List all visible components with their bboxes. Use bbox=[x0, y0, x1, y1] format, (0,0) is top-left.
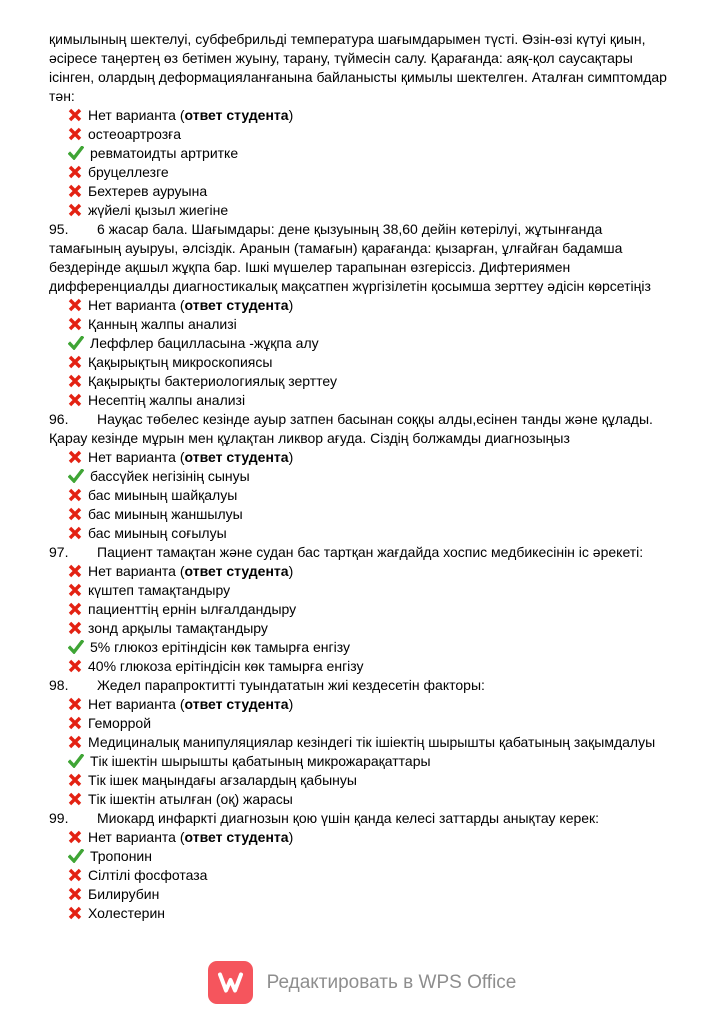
answer-option bbox=[49, 524, 678, 543]
answer-option bbox=[49, 182, 678, 201]
cross-icon bbox=[68, 448, 82, 467]
question-text bbox=[49, 543, 678, 562]
option-text: 40% глюкоза ерітіндісін көк тамырға енгізу bbox=[88, 658, 364, 674]
cross-icon bbox=[68, 714, 82, 733]
answer-option bbox=[49, 714, 678, 733]
cross-icon bbox=[68, 619, 82, 638]
answer-option bbox=[49, 581, 678, 600]
cross-icon bbox=[68, 828, 82, 847]
question-number: 99. bbox=[49, 810, 69, 826]
answer-option bbox=[49, 486, 678, 505]
option-text: Сілтілі фосфотаза bbox=[88, 867, 208, 883]
cross-icon bbox=[68, 771, 82, 790]
answer-option bbox=[49, 866, 678, 885]
check-icon bbox=[68, 638, 84, 657]
answer-option bbox=[49, 353, 678, 372]
answer-option bbox=[49, 467, 678, 486]
cross-icon bbox=[68, 733, 82, 752]
question-text bbox=[49, 220, 678, 296]
option-text: Медициналық манипуляциялар кезіндегі тік ішіектің шырышты қабатының зақымдалуы bbox=[88, 734, 656, 750]
question-text bbox=[49, 410, 678, 448]
question-number: 95. bbox=[49, 221, 69, 237]
question-body: қимылының шектелуі, субфебрильді температура шағымдарымен түсті. Өзін-өзі күтуі қиын, әсіресе таңертең өз бетімен жуыну, тарану, түймесін салу. Қарағанда: аяқ-қол саусақтары ісінген, олардың деформацияланғанына байланысты қимылы шектелген. Аталған симптомдар тән: bbox=[49, 31, 667, 104]
cross-icon bbox=[68, 505, 82, 524]
cross-icon bbox=[68, 353, 82, 372]
option-text: зонд арқылы тамақтандыру bbox=[88, 620, 268, 636]
cross-icon bbox=[68, 201, 82, 220]
check-icon bbox=[68, 752, 84, 771]
option-text: Тік ішектін шырышты қабатының микрожарақаттары bbox=[90, 753, 431, 769]
option-text: Тік ішек маңындағы ағзалардың қабынуы bbox=[88, 772, 357, 788]
cross-icon bbox=[68, 486, 82, 505]
option-text: бас миының соғылуы bbox=[88, 525, 227, 541]
cross-icon bbox=[68, 866, 82, 885]
answer-option bbox=[49, 334, 678, 353]
option-text: жүйелі қызыл жиегіне bbox=[88, 202, 229, 218]
cross-icon bbox=[68, 562, 82, 581]
option-text: Қақырықтың микроскопиясы bbox=[88, 354, 273, 370]
question-text bbox=[49, 676, 678, 695]
options-list bbox=[49, 448, 678, 543]
cross-icon bbox=[68, 315, 82, 334]
check-icon bbox=[68, 334, 84, 353]
question-body: Миокард инфаркті диагнозын қою үшін қанда келесі заттарды анықтау керек: bbox=[97, 810, 600, 826]
question-body: Науқас төбелес кезінде ауыр затпен басынан соққы алды,есінен танды және құлады. Қарау кезінде мұрын мен құлақтан ликвор ағуда. Сіздің болжамды диагнозыңыз bbox=[49, 411, 653, 446]
cross-icon bbox=[68, 182, 82, 201]
answer-option bbox=[49, 885, 678, 904]
wps-logo-icon bbox=[208, 961, 253, 1004]
answer-option bbox=[49, 733, 678, 752]
cross-icon bbox=[68, 657, 82, 676]
option-text: бас миының шайқалуы bbox=[88, 487, 238, 503]
option-text: остеоартрозға bbox=[88, 126, 182, 142]
question-block bbox=[49, 543, 678, 676]
option-text: бассүйек негізінің сынуы bbox=[90, 468, 250, 484]
question-text bbox=[49, 30, 678, 106]
cross-icon bbox=[68, 695, 82, 714]
cross-icon bbox=[68, 296, 82, 315]
answer-option bbox=[49, 372, 678, 391]
option-text: Нет варианта (ответ студента) bbox=[88, 449, 294, 465]
option-text: Нет варианта (ответ студента) bbox=[88, 563, 294, 579]
option-text: Тік ішектін атылған (оқ) жарасы bbox=[88, 791, 293, 807]
option-text: күштеп тамақтандыру bbox=[88, 582, 231, 598]
answer-option bbox=[49, 315, 678, 334]
option-text: бас миының жаншылуы bbox=[88, 506, 243, 522]
question-text bbox=[49, 809, 678, 828]
option-text: Геморрой bbox=[88, 715, 152, 731]
question-block bbox=[49, 809, 678, 923]
option-text: ревматоидты артритке bbox=[90, 145, 239, 161]
options-list bbox=[49, 106, 678, 220]
question-number: 97. bbox=[49, 544, 69, 560]
cross-icon bbox=[68, 106, 82, 125]
option-text: Билирубин bbox=[88, 886, 160, 902]
answer-option bbox=[49, 448, 678, 467]
option-text: 5% глюкоз ерітіндісін көк тамырға енгізу bbox=[90, 639, 350, 655]
answer-option bbox=[49, 163, 678, 182]
answer-option bbox=[49, 638, 678, 657]
question-block bbox=[49, 220, 678, 410]
answer-option bbox=[49, 106, 678, 125]
cross-icon bbox=[68, 885, 82, 904]
options-list bbox=[49, 828, 678, 923]
question-number: 96. bbox=[49, 411, 69, 427]
option-text: Бехтерев ауруына bbox=[88, 183, 208, 199]
check-icon bbox=[68, 144, 84, 163]
answer-option bbox=[49, 695, 678, 714]
answer-option bbox=[49, 847, 678, 866]
cross-icon bbox=[68, 581, 82, 600]
wps-edit-button[interactable] bbox=[0, 961, 724, 1004]
check-icon bbox=[68, 847, 84, 866]
answer-option bbox=[49, 201, 678, 220]
answer-option bbox=[49, 619, 678, 638]
answer-option bbox=[49, 771, 678, 790]
option-text: пациенттің ернін ылғалдандыру bbox=[88, 601, 297, 617]
cross-icon bbox=[68, 600, 82, 619]
option-text: Қақырықты бактериологиялық зерттеу bbox=[88, 373, 338, 389]
question-number: 98. bbox=[49, 677, 69, 693]
option-text: Қанның жалпы анализі bbox=[88, 316, 237, 332]
options-list bbox=[49, 562, 678, 676]
answer-option bbox=[49, 125, 678, 144]
option-text: Леффлер бацилласына -жұқпа алу bbox=[90, 335, 319, 351]
answer-option bbox=[49, 657, 678, 676]
answer-option bbox=[49, 144, 678, 163]
option-text: Нет варианта (ответ студента) bbox=[88, 107, 294, 123]
question-body: Жедел парапроктитті туындататын жиі кездесетін факторы: bbox=[97, 677, 485, 693]
question-block bbox=[49, 30, 678, 220]
option-text: Холестерин bbox=[88, 905, 165, 921]
question-body: Пациент тамақтан және судан бас тартқан жағдайда хоспис медбикесінін іс әрекеті: bbox=[97, 544, 644, 560]
cross-icon bbox=[68, 904, 82, 923]
cross-icon bbox=[68, 163, 82, 182]
answer-option bbox=[49, 505, 678, 524]
cross-icon bbox=[68, 524, 82, 543]
option-text: бруцеллезге bbox=[88, 164, 169, 180]
question-block bbox=[49, 676, 678, 809]
option-text: Тропонин bbox=[90, 848, 152, 864]
option-text: Несептің жалпы анализі bbox=[88, 392, 246, 408]
answer-option bbox=[49, 790, 678, 809]
option-text: Нет варианта (ответ студента) bbox=[88, 829, 294, 845]
answer-option bbox=[49, 752, 678, 771]
answer-option bbox=[49, 828, 678, 847]
question-body: 6 жасар бала. Шағымдары: дене қызуының 38,60 дейін көтерілуі, жұтынғанда тамағының ауыруы, әлсіздік. Аранын (тамағын) қарағанда: қызарған, ұлғайған бадамша бездерінде ақшыл жұқпа бар. Ішкі мүшелер тарапынан өзгеріссіз. Дифтериямен дифференциалды диагностикалық мақсатпен жүргізілетін қосымша зерттеу әдісін көрсетіңіз bbox=[49, 221, 651, 294]
options-list bbox=[49, 296, 678, 410]
question-block bbox=[49, 410, 678, 543]
answer-option bbox=[49, 904, 678, 923]
cross-icon bbox=[68, 125, 82, 144]
cross-icon bbox=[68, 372, 82, 391]
options-list bbox=[49, 695, 678, 809]
answer-option bbox=[49, 391, 678, 410]
answer-option bbox=[49, 600, 678, 619]
option-text: Нет варианта (ответ студента) bbox=[88, 696, 294, 712]
answer-option bbox=[49, 562, 678, 581]
option-text: Нет варианта (ответ студента) bbox=[88, 297, 294, 313]
cross-icon bbox=[68, 391, 82, 410]
cross-icon bbox=[68, 790, 82, 809]
answer-option bbox=[49, 296, 678, 315]
questions-list bbox=[49, 30, 678, 923]
check-icon bbox=[68, 467, 84, 486]
wps-edit-label: Редактировать в WPS Office bbox=[266, 971, 517, 993]
